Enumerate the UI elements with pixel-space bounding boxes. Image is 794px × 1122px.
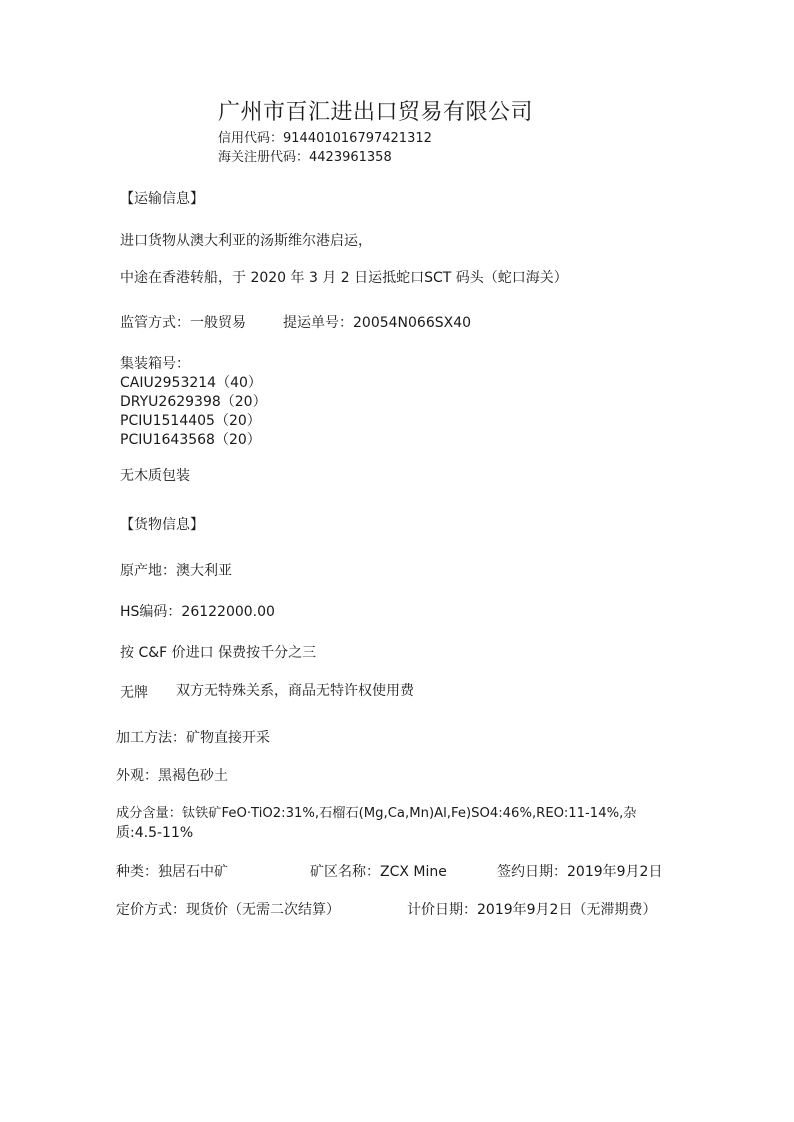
hs-code: HS编码：26122000.00 xyxy=(120,604,275,620)
credit-code: 信用代码：914401016797421312 xyxy=(218,131,432,146)
composition-line-2: 质:4.5-11% xyxy=(116,825,194,841)
pricing-method: 定价方式：现货价（无需二次结算） xyxy=(116,902,340,918)
processing-method: 加工方法：矿物直接开采 xyxy=(116,730,270,746)
container-item: PCIU1514405（20） xyxy=(120,413,261,429)
pricing-date: 计价日期：2019年9月2日（无滞期费） xyxy=(407,902,657,918)
transport-heading: 【运输信息】 xyxy=(120,191,204,207)
containers-label: 集装箱号： xyxy=(120,356,190,372)
relation-note: 双方无特殊关系，商品无特许权使用费 xyxy=(176,683,414,699)
packing-note: 无木质包装 xyxy=(120,468,190,484)
company-name: 广州市百汇进出口贸易有限公司 xyxy=(218,100,534,125)
transport-line-1: 进口货物从澳大利亚的汤斯维尔港启运， xyxy=(120,233,372,249)
container-item: PCIU1643568（20） xyxy=(120,432,261,448)
goods-heading: 【货物信息】 xyxy=(120,517,204,533)
origin: 原产地：澳大利亚 xyxy=(120,563,232,579)
customs-code: 海关注册代码：4423961358 xyxy=(218,150,392,165)
container-item: DRYU2629398（20） xyxy=(120,394,267,410)
transport-line-2: 中途在香港转船，于 2020 年 3 月 2 日运抵蛇口SCT 码头（蛇口海关） xyxy=(120,270,568,286)
sign-date: 签约日期：2019年9月2日 xyxy=(497,864,663,880)
appearance: 外观：黑褐色砂土 xyxy=(116,768,228,784)
mineral-type: 种类：独居石中矿 xyxy=(116,864,228,880)
price-terms: 按 C&F 价进口 保费按千分之三 xyxy=(120,645,317,661)
brand: 无牌 xyxy=(120,685,148,701)
mine-name: 矿区名称：ZCX Mine xyxy=(310,864,447,880)
bill-number: 提运单号：20054N066SX40 xyxy=(283,315,472,331)
container-item: CAIU2953214（40） xyxy=(120,375,262,391)
composition-line-1: 成分含量：钛铁矿FeO·TiO2:31%,石榴石(Mg,Ca,Mn)Al,Fe)SO4:46%,REO:11-14%,杂 xyxy=(116,806,637,821)
supervision-mode: 监管方式：一般贸易 xyxy=(120,315,246,331)
